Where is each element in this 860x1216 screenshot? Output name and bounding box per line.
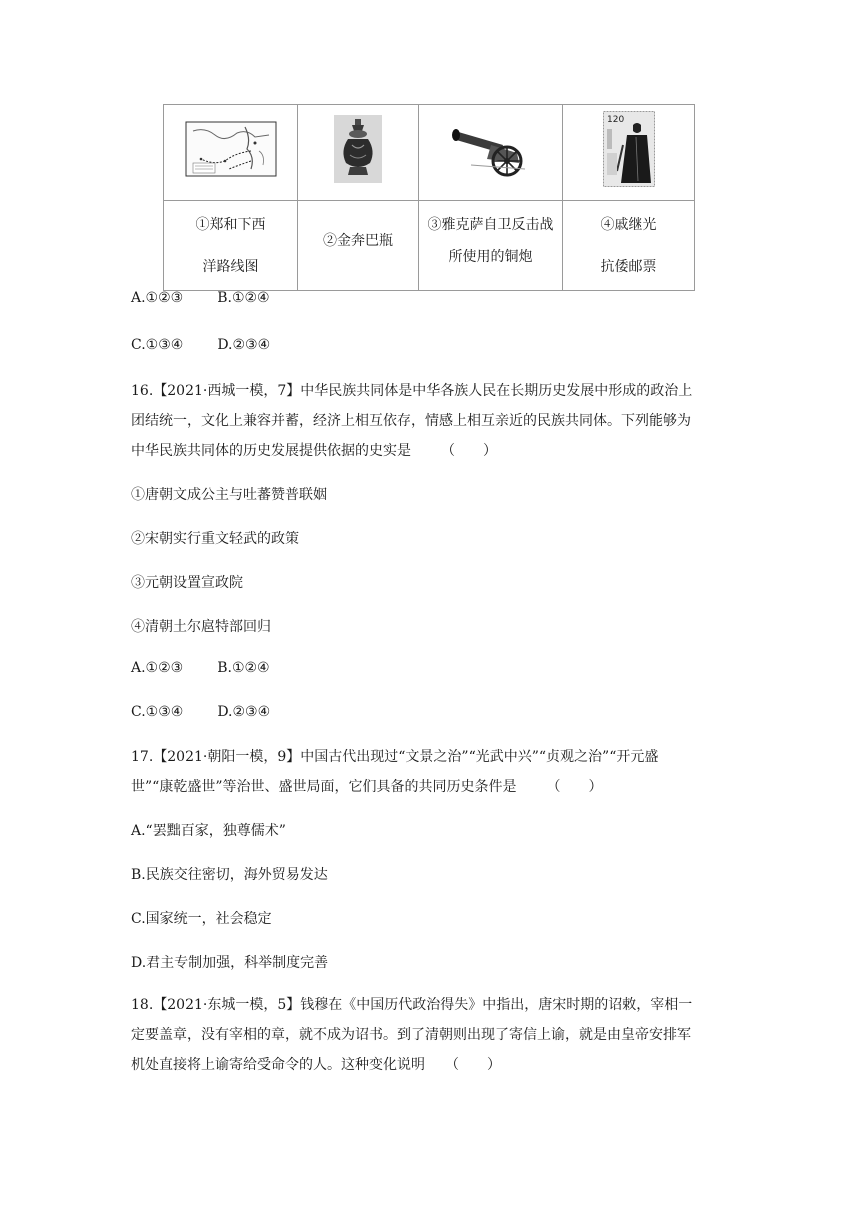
answer-paren: （ ） (546, 779, 603, 795)
q17-option-a: A.“罢黜百家，独尊儒术” (131, 823, 286, 839)
q16-item-3: ③元朝设置宣政院 (131, 575, 243, 591)
q16-stem-line-2: 团结统一，文化上兼容并蓄，经济上相互依存，情感上相互亲近的民族共同体。下列能够为 (131, 413, 691, 429)
option-a: A.①②③ (131, 660, 184, 676)
q17-stem-line-2: 世”“康乾盛世”等治世、盛世局面，它们具备的共同历史条件是 （ ） (131, 779, 603, 795)
qi-jiguang-stamp-icon (603, 111, 655, 187)
zheng-he-route-map-icon (185, 121, 277, 177)
map-cell (164, 105, 298, 201)
answer-paren: （ ） (445, 1057, 501, 1073)
option-d: D.②③④ (217, 704, 271, 720)
q15-options-row-2 (131, 337, 270, 353)
q17-option-c: C.国家统一，社会稳定 (131, 911, 272, 927)
q16-stem-line-3: 中华民族共同体的历史发展提供依据的史实是 （ ） (131, 443, 497, 459)
bronze-cannon-icon (451, 119, 531, 179)
q15-options-row-1 (131, 290, 270, 306)
cannon-cell (419, 105, 563, 201)
option-b: B.①②④ (217, 290, 270, 306)
option-d: D.②③④ (217, 337, 271, 353)
q16-item-4: ④清朝土尔扈特部回归 (131, 619, 271, 635)
q16-item-2: ②宋朝实行重文轻武的政策 (131, 531, 299, 547)
q17-option-d: D.君主专制加强，科举制度完善 (131, 955, 329, 971)
golden-urn-vase-icon (334, 115, 382, 183)
caption-1: ①郑和下西 洋路线图 (164, 201, 298, 291)
option-b: B.①②④ (217, 660, 270, 676)
caption-2: ②金奔巴瓶 (298, 201, 419, 291)
vase-cell (298, 105, 419, 201)
q16-item-1: ①唐朝文成公主与吐蕃赞普联姻 (131, 487, 327, 503)
option-a: A.①②③ (131, 290, 184, 306)
picture-table (163, 104, 695, 291)
q16-options-row-1 (131, 660, 270, 676)
q18-stem-line-1: 18.【2021·东城一模，5】钱穆在《中国历代政治得失》中指出，唐宋时期的诏敕，宰相一 (131, 997, 693, 1013)
option-c: C.①③④ (131, 704, 184, 720)
stamp-cell (563, 105, 695, 201)
answer-paren: （ ） (441, 443, 497, 459)
q16-stem-line-1: 16.【2021·西城一模，7】中华民族共同体是中华各族人民在长期历史发展中形成的政治上 (131, 383, 693, 399)
q17-option-b: B.民族交往密切，海外贸易发达 (131, 867, 328, 883)
stamp-value: 120 (606, 114, 624, 125)
q18-stem-line-2: 定要盖章，没有宰相的章，就不成为诏书。到了清朝则出现了寄信上谕，就是由皇帝安排军 (131, 1027, 691, 1043)
option-c: C.①③④ (131, 337, 184, 353)
q18-stem-line-3: 机处直接将上谕寄给受命令的人。这种变化说明 （ ） (131, 1057, 501, 1073)
q16-options-row-2 (131, 704, 270, 720)
caption-4: ④戚继光 抗倭邮票 (563, 201, 695, 291)
q17-stem-line-1: 17.【2021·朝阳一模，9】中国古代出现过“文景之治”“光武中兴”“贞观之治”“开元盛 (131, 749, 659, 765)
caption-3: ③雅克萨自卫反击战 所使用的铜炮 (419, 201, 563, 291)
